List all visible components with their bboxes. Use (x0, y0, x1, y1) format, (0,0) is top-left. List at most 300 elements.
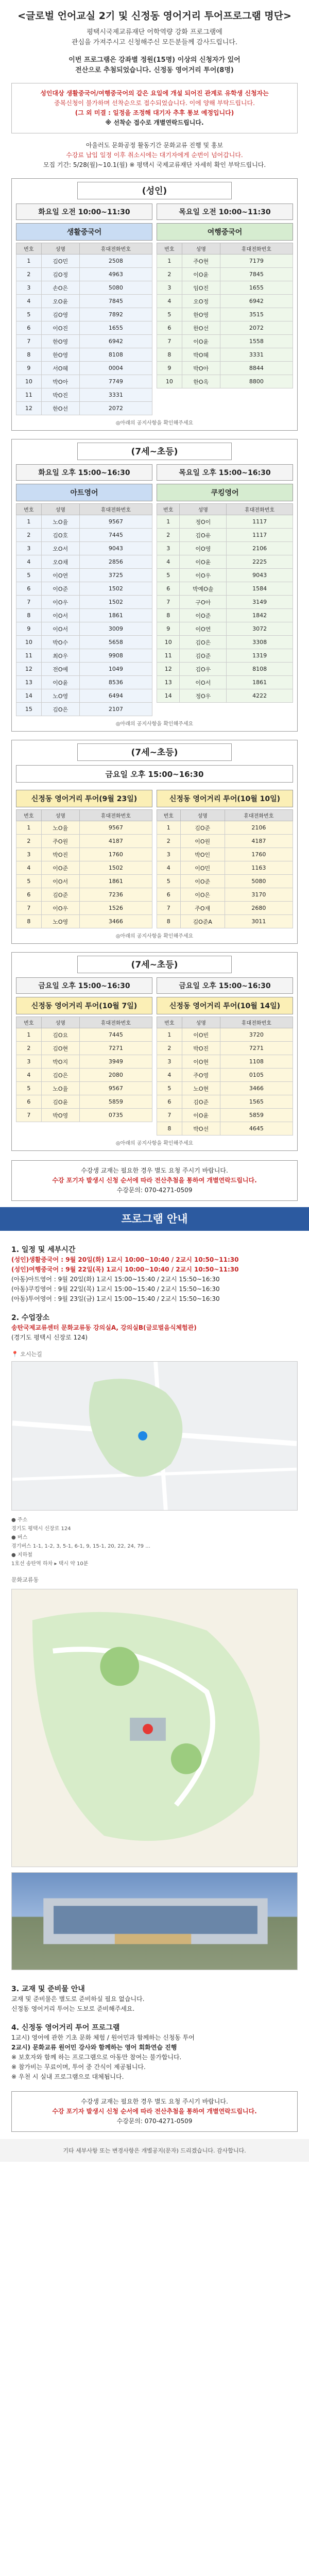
phone-last4: 6942 (79, 335, 152, 348)
map-label (11, 1350, 298, 1358)
row-number: 12 (16, 663, 42, 676)
class-column (157, 787, 293, 928)
row-number: 4 (16, 861, 42, 875)
map2-label: 문화교류동 (11, 1577, 39, 1583)
row-number: 1 (157, 255, 182, 268)
row-number: 9 (16, 362, 42, 375)
student-name: 이O준 (180, 609, 227, 622)
section-title: (7세~초등) (77, 443, 232, 460)
class-subject: 여행중국어 (157, 223, 293, 241)
row-number: 7 (157, 596, 180, 609)
table-row (157, 375, 293, 388)
row-number: 2 (157, 1042, 182, 1055)
location-map[interactable] (11, 1361, 298, 1511)
col-header: 휴대전화번호 (79, 243, 152, 255)
student-name: 노O현 (182, 1082, 220, 1095)
phone-last4: 5080 (79, 281, 152, 295)
table-row (16, 609, 152, 622)
class-subject: 신정동 영어거리 투어(10월 14일) (157, 997, 293, 1014)
phone-last4: 1117 (227, 515, 293, 529)
phone-last4: 3170 (225, 888, 293, 902)
info-line: 교재 및 준비물은 별도로 준비하실 필요 없습니다. (11, 1995, 145, 2003)
phone-last4: 8844 (220, 362, 293, 375)
notice-line: 수강 포기자 발생시 신청 순서에 따라 전산추첨을 통하여 개별연락드립니다. (52, 2108, 257, 2115)
roster-table (157, 503, 293, 703)
table-row (16, 402, 152, 415)
phone-last4: 1861 (227, 676, 293, 689)
table-row (16, 821, 152, 835)
class-column (16, 977, 152, 1136)
row-number: 3 (157, 542, 180, 555)
table-row (16, 281, 152, 295)
row-number: 6 (157, 582, 180, 596)
info-heading: 1. 일정 및 세부시간 (11, 1246, 76, 1254)
table-row (16, 1055, 152, 1069)
student-name: 박예O솔 (180, 582, 227, 596)
phone-last4: 1760 (79, 848, 152, 861)
student-name: 김O민 (41, 255, 79, 268)
student-name: 이O진 (41, 321, 79, 335)
table-row (157, 609, 293, 622)
phone-last4: 8108 (227, 663, 293, 676)
row-number: 8 (16, 348, 42, 362)
class-column (157, 977, 293, 1136)
student-name: 서O혜 (41, 362, 79, 375)
row-number: 8 (157, 609, 180, 622)
phone-last4: 0105 (220, 1069, 293, 1082)
info-line: 송탄국제교류센터 문화교류동 강의실A, 강의실B(글로벌음식체험관) (11, 1324, 197, 1331)
contact-notice-2 (11, 2091, 298, 2132)
row-number: 3 (157, 1055, 182, 1069)
phone-last4: 1117 (227, 529, 293, 542)
row-number: 3 (157, 848, 181, 861)
student-name: 박O선 (182, 1122, 220, 1136)
table-row (157, 835, 293, 848)
section-elementary-1 (11, 439, 298, 732)
info-line: ※ 참가비는 무료이며, 투어 중 간식이 제공됩니다. (11, 2063, 146, 2071)
row-number: 7 (16, 1109, 42, 1122)
phone-last4: 9567 (79, 821, 152, 835)
table-row (16, 335, 152, 348)
building-marker-icon (143, 1724, 153, 1734)
roster-table (16, 809, 152, 928)
table-row (16, 362, 152, 375)
table-note: ◎아래의 공지사항을 확인해주세요 (115, 934, 194, 939)
row-number: 5 (157, 1082, 182, 1095)
table-row (16, 542, 152, 555)
table-row (157, 861, 293, 875)
student-name: 오O서 (41, 542, 79, 555)
row-number: 11 (16, 388, 42, 402)
phone-last4: 5080 (225, 875, 293, 888)
phone-last4: 7845 (220, 268, 293, 281)
student-name: 김O준A (180, 915, 225, 928)
row-number: 1 (157, 515, 180, 529)
table-row (16, 703, 152, 716)
table-row (16, 529, 152, 542)
col-header: 휴대전화번호 (225, 810, 293, 821)
student-name: 박O진 (41, 388, 79, 402)
intro-line: 평택시국제교류재단 어학역량 강화 프로그램에 (87, 28, 222, 36)
row-number: 8 (157, 915, 181, 928)
row-number: 7 (16, 596, 42, 609)
info-line: (성인)생활중국어 : 9월 20일(화) 1교시 10:00~10:40 / 2교시 10:50~11:30 (11, 1256, 239, 1263)
student-name: 이O우 (41, 902, 79, 915)
row-number: 5 (16, 1082, 42, 1095)
row-number: 5 (157, 569, 180, 582)
row-number: 4 (157, 555, 180, 569)
student-name: 김O준 (41, 888, 79, 902)
notice-line: ※ 선착순 접수로 개별연락드립니다. (105, 119, 204, 126)
table-note: ◎아래의 공지사항을 확인해주세요 (115, 420, 194, 426)
table-row (157, 569, 293, 582)
phone-last4: 2508 (79, 255, 152, 268)
phone-last4: 7892 (79, 308, 152, 321)
student-name: 김O은 (180, 636, 227, 649)
col-header: 번호 (16, 810, 42, 821)
program-info (0, 1231, 309, 1343)
phone-last4: 7271 (79, 1042, 152, 1055)
student-name: 오O윤 (41, 295, 79, 308)
phone-last4: 2225 (227, 555, 293, 569)
table-row (16, 569, 152, 582)
phone-last4: 3725 (79, 569, 152, 582)
table-row (157, 596, 293, 609)
notice-line: 수강문의: 070-4271-0509 (116, 1187, 193, 1194)
table-row (16, 555, 152, 569)
class-time: 목요일 오전 10:00~11:30 (157, 204, 293, 220)
row-number: 1 (157, 1028, 182, 1042)
phone-last4: 2072 (220, 321, 293, 335)
class-time: 화요일 오전 10:00~11:30 (16, 204, 152, 220)
phone-last4: 3331 (79, 388, 152, 402)
map-marker-icon (138, 1431, 147, 1440)
student-name: 오O정 (182, 295, 220, 308)
contact-notice (11, 1160, 298, 1201)
phone-last4: 0004 (79, 362, 152, 375)
phone-last4: 2106 (227, 542, 293, 555)
table-row (157, 555, 293, 569)
col-header: 번호 (16, 1017, 42, 1028)
student-name: 이O원 (180, 835, 225, 848)
row-number: 6 (157, 321, 182, 335)
phone-last4: 1502 (79, 582, 152, 596)
row-number: 4 (157, 1069, 182, 1082)
class-subject: 생활중국어 (16, 223, 152, 241)
col-header: 휴대전화번호 (220, 243, 293, 255)
row-number: 9 (16, 622, 42, 636)
table-row (157, 676, 293, 689)
col-header: 번호 (157, 1017, 182, 1028)
student-name: 이O준 (41, 861, 79, 875)
student-name: 김O정 (41, 268, 79, 281)
row-number: 7 (157, 1109, 182, 1122)
location-map-graphic (12, 1362, 297, 1510)
phone-last4: 2107 (79, 703, 152, 716)
row-number: 12 (16, 402, 42, 415)
row-number: 8 (16, 609, 42, 622)
notice-line: 수강문의: 070-4271-0509 (116, 2117, 193, 2125)
student-name: 김O호 (41, 529, 79, 542)
student-name: 박O지 (41, 1055, 79, 1069)
campus-map (11, 1589, 298, 1867)
student-name: 박O수 (41, 636, 79, 649)
phone-last4: 7749 (79, 375, 152, 388)
student-name: 노O율 (41, 1082, 79, 1095)
phone-last4: 9567 (79, 1082, 152, 1095)
map-info-line: 경기도 평택시 신장로 124 (11, 1526, 71, 1532)
col-header: 휴대전화번호 (79, 504, 152, 515)
student-name: 노O율 (41, 821, 79, 835)
phone-last4: 1861 (79, 609, 152, 622)
building-photo-graphic (12, 1873, 297, 1970)
student-name: 정O우 (180, 689, 227, 703)
row-number: 1 (16, 515, 42, 529)
table-row (16, 1042, 152, 1055)
map-label-text: 오시는길 (20, 1351, 42, 1358)
table-row (16, 676, 152, 689)
table-row (16, 295, 152, 308)
row-number: 2 (16, 268, 42, 281)
info-line: 신정동 영어거리 투어는 도보로 준비해주세요. (11, 2005, 135, 2012)
info-line: (경기도 평택시 신장로 124) (11, 1334, 88, 1341)
student-name: 이O연 (180, 622, 227, 636)
phone-last4: 7845 (79, 295, 152, 308)
table-row (16, 1095, 152, 1109)
student-name: 박O아 (182, 362, 220, 375)
phone-last4: 3308 (227, 636, 293, 649)
row-number: 10 (157, 636, 180, 649)
col-header: 성명 (182, 1017, 220, 1028)
map-info-line: ● 주소 (11, 1517, 28, 1523)
phone-last4: 1526 (79, 902, 152, 915)
info-line: 1교시) 영어에 관한 기초 문화 체험 / 원어민과 함께하는 신청동 투어 (11, 2034, 195, 2041)
table-row (16, 308, 152, 321)
section-title: (7세~초등) (77, 956, 232, 973)
remark-line: 모집 기간: 5/28(월)~10.1(월) ※ 평택시 국제교류재단 자세히 확인 부탁드립니다. (43, 161, 266, 168)
student-name: 이O은 (180, 888, 225, 902)
phone-last4: 5658 (79, 636, 152, 649)
map-info-line: 1호선 송탄역 하차 ▸ 택시 약 10분 (11, 1561, 89, 1567)
phone-last4: 2680 (225, 902, 293, 915)
student-name: 이O민 (180, 861, 225, 875)
info-line: ※ 보호자와 함께 하는 프로그램으로 아동만 참여는 불가합니다. (11, 2054, 182, 2061)
table-row (16, 1109, 152, 1122)
table-row (157, 902, 293, 915)
table-row (157, 915, 293, 928)
class-column (157, 204, 293, 415)
student-name: 김O유 (180, 529, 227, 542)
student-name: 한O영 (41, 335, 79, 348)
row-number: 6 (16, 321, 42, 335)
student-name: 이O윤 (182, 1109, 220, 1122)
info-line: ※ 우천 시 실내 프로그램으로 대체됩니다. (11, 2073, 124, 2080)
table-row (157, 821, 293, 835)
notice-line: (그 외 미결 : 일정을 조정해 대기자 추후 통보 예정입니다) (75, 109, 234, 116)
table-row (157, 649, 293, 663)
phone-last4: 1558 (220, 335, 293, 348)
roster-table (157, 1016, 293, 1136)
col-header: 성명 (41, 504, 79, 515)
table-row (157, 888, 293, 902)
section-elementary-2 (11, 740, 298, 944)
table-row (157, 622, 293, 636)
table-row (16, 875, 152, 888)
row-number: 2 (157, 268, 182, 281)
student-name: 김O은 (41, 1069, 79, 1082)
student-name: 주O원 (41, 835, 79, 848)
row-number: 4 (16, 555, 42, 569)
row-number: 3 (16, 542, 42, 555)
student-name: 손O은 (41, 281, 79, 295)
student-name: 이O현 (182, 1055, 220, 1069)
table-row (157, 1055, 293, 1069)
table-row (157, 1122, 293, 1136)
info-heading: 3. 교재 및 준비물 안내 (11, 1985, 85, 1993)
phone-last4: 0735 (79, 1109, 152, 1122)
notice-line: 수강생 교재는 필요한 경우 별도 요청 주시기 바랍니다. (81, 2098, 228, 2105)
section-title: (7세~초등) (77, 743, 232, 761)
phone-last4: 4963 (79, 268, 152, 281)
table-row (157, 308, 293, 321)
phone-last4: 1842 (227, 609, 293, 622)
col-header: 성명 (41, 243, 79, 255)
roster-table (157, 809, 293, 928)
phone-last4: 6942 (220, 295, 293, 308)
student-name: 이O빈 (182, 1028, 220, 1042)
row-number: 14 (157, 689, 180, 703)
row-number: 14 (16, 689, 42, 703)
intro-text (0, 27, 309, 76)
student-name: 김O현 (41, 1042, 79, 1055)
phone-last4: 9043 (227, 569, 293, 582)
student-name: 정O이 (180, 515, 227, 529)
table-row (157, 689, 293, 703)
info-line: (아동)쿠킹영어 : 9월 22일(목) 1교시 15:00~15:40 / 2교시 15:50~16:30 (11, 1285, 220, 1293)
phone-last4: 3149 (227, 596, 293, 609)
table-row (157, 335, 293, 348)
table-row (157, 348, 293, 362)
student-name: 김O윤 (41, 1095, 79, 1109)
phone-last4: 4187 (225, 835, 293, 848)
building-photo (11, 1872, 298, 1970)
intro-line: 이번 프로그램은 강좌별 정원(15명) 이상의 신청자가 있어 (68, 56, 241, 64)
class-subject: 신정동 영어거리 투어(10월 7일) (16, 997, 152, 1014)
student-name: 이O우 (180, 569, 227, 582)
row-number: 7 (157, 335, 182, 348)
table-row (157, 542, 293, 555)
notice-box (11, 83, 298, 133)
map-pin-icon: 📍 (11, 1351, 19, 1358)
row-number: 11 (157, 649, 180, 663)
class-column (16, 464, 152, 716)
phone-last4: 1861 (79, 875, 152, 888)
row-number: 5 (157, 308, 182, 321)
phone-last4: 3466 (79, 915, 152, 928)
student-name: 주O영 (182, 1069, 220, 1082)
class-time: 금요일 오후 15:00~16:30 (157, 977, 293, 994)
row-number: 2 (157, 835, 181, 848)
class-subject: 쿠킹영어 (157, 484, 293, 501)
row-number: 2 (157, 529, 180, 542)
class-column (157, 464, 293, 716)
student-name: 이O서 (41, 875, 79, 888)
page-title: <글로벌 언어교실 2기 및 신정동 영어거리 투어프로그램 명단> (18, 10, 291, 22)
row-number: 5 (16, 308, 42, 321)
table-row (16, 582, 152, 596)
student-name: 김O우 (180, 663, 227, 676)
phone-last4: 1108 (220, 1055, 293, 1069)
row-number: 5 (16, 569, 42, 582)
student-name: 박O진 (182, 1042, 220, 1055)
col-header: 번호 (157, 243, 182, 255)
row-number: 10 (16, 636, 42, 649)
row-number: 3 (16, 281, 42, 295)
remark-line: 아울러도 문화공정 활동기간 문화교류 진행 및 홍보 (85, 142, 224, 149)
row-number: 3 (157, 281, 182, 295)
roster-table (157, 243, 293, 388)
table-row (157, 321, 293, 335)
section-title: (성인) (77, 182, 232, 199)
phone-last4: 1502 (79, 861, 152, 875)
table-row (157, 848, 293, 861)
table-row (157, 582, 293, 596)
col-header: 번호 (16, 243, 42, 255)
phone-last4: 2106 (225, 821, 293, 835)
phone-last4: 2072 (79, 402, 152, 415)
row-number: 5 (157, 875, 181, 888)
table-row (16, 375, 152, 388)
phone-last4: 1655 (220, 281, 293, 295)
student-name: 박O혜 (182, 348, 220, 362)
row-number: 5 (16, 875, 42, 888)
table-row (157, 295, 293, 308)
student-name: 김O준 (182, 1095, 220, 1109)
row-number: 6 (157, 1095, 182, 1109)
student-name: 이O준 (41, 582, 79, 596)
phone-last4: 5859 (220, 1109, 293, 1122)
phone-last4: 1319 (227, 649, 293, 663)
student-name: 김O은 (41, 703, 79, 716)
student-name: 이O윤 (182, 268, 220, 281)
student-name: 한O선 (182, 321, 220, 335)
row-number: 7 (16, 902, 42, 915)
student-name: 이O준 (180, 875, 225, 888)
student-name: 최O우 (41, 649, 79, 663)
table-row (16, 848, 152, 861)
student-name: 박O진 (41, 848, 79, 861)
row-number: 15 (16, 703, 42, 716)
phone-last4: 2856 (79, 555, 152, 569)
phone-last4: 4222 (227, 689, 293, 703)
row-number: 3 (16, 1055, 42, 1069)
table-row (157, 362, 293, 375)
map-info-line: ● 지하철 (11, 1552, 32, 1558)
col-header: 휴대전화번호 (79, 1017, 152, 1028)
row-number: 2 (16, 529, 42, 542)
phone-last4: 3466 (220, 1082, 293, 1095)
class-time: 금요일 오후 15:00~16:30 (16, 977, 152, 994)
phone-last4: 9567 (79, 515, 152, 529)
col-header: 휴대전화번호 (227, 504, 293, 515)
row-number: 1 (16, 1028, 42, 1042)
row-number: 13 (16, 676, 42, 689)
row-number: 4 (16, 1069, 42, 1082)
footer: 기타 세부사항 또는 변경사항은 개별공지(문자) 드리겠습니다. 감사합니다. (0, 2139, 309, 2162)
phone-last4: 3515 (220, 308, 293, 321)
row-number: 8 (16, 915, 42, 928)
row-number: 9 (157, 622, 180, 636)
